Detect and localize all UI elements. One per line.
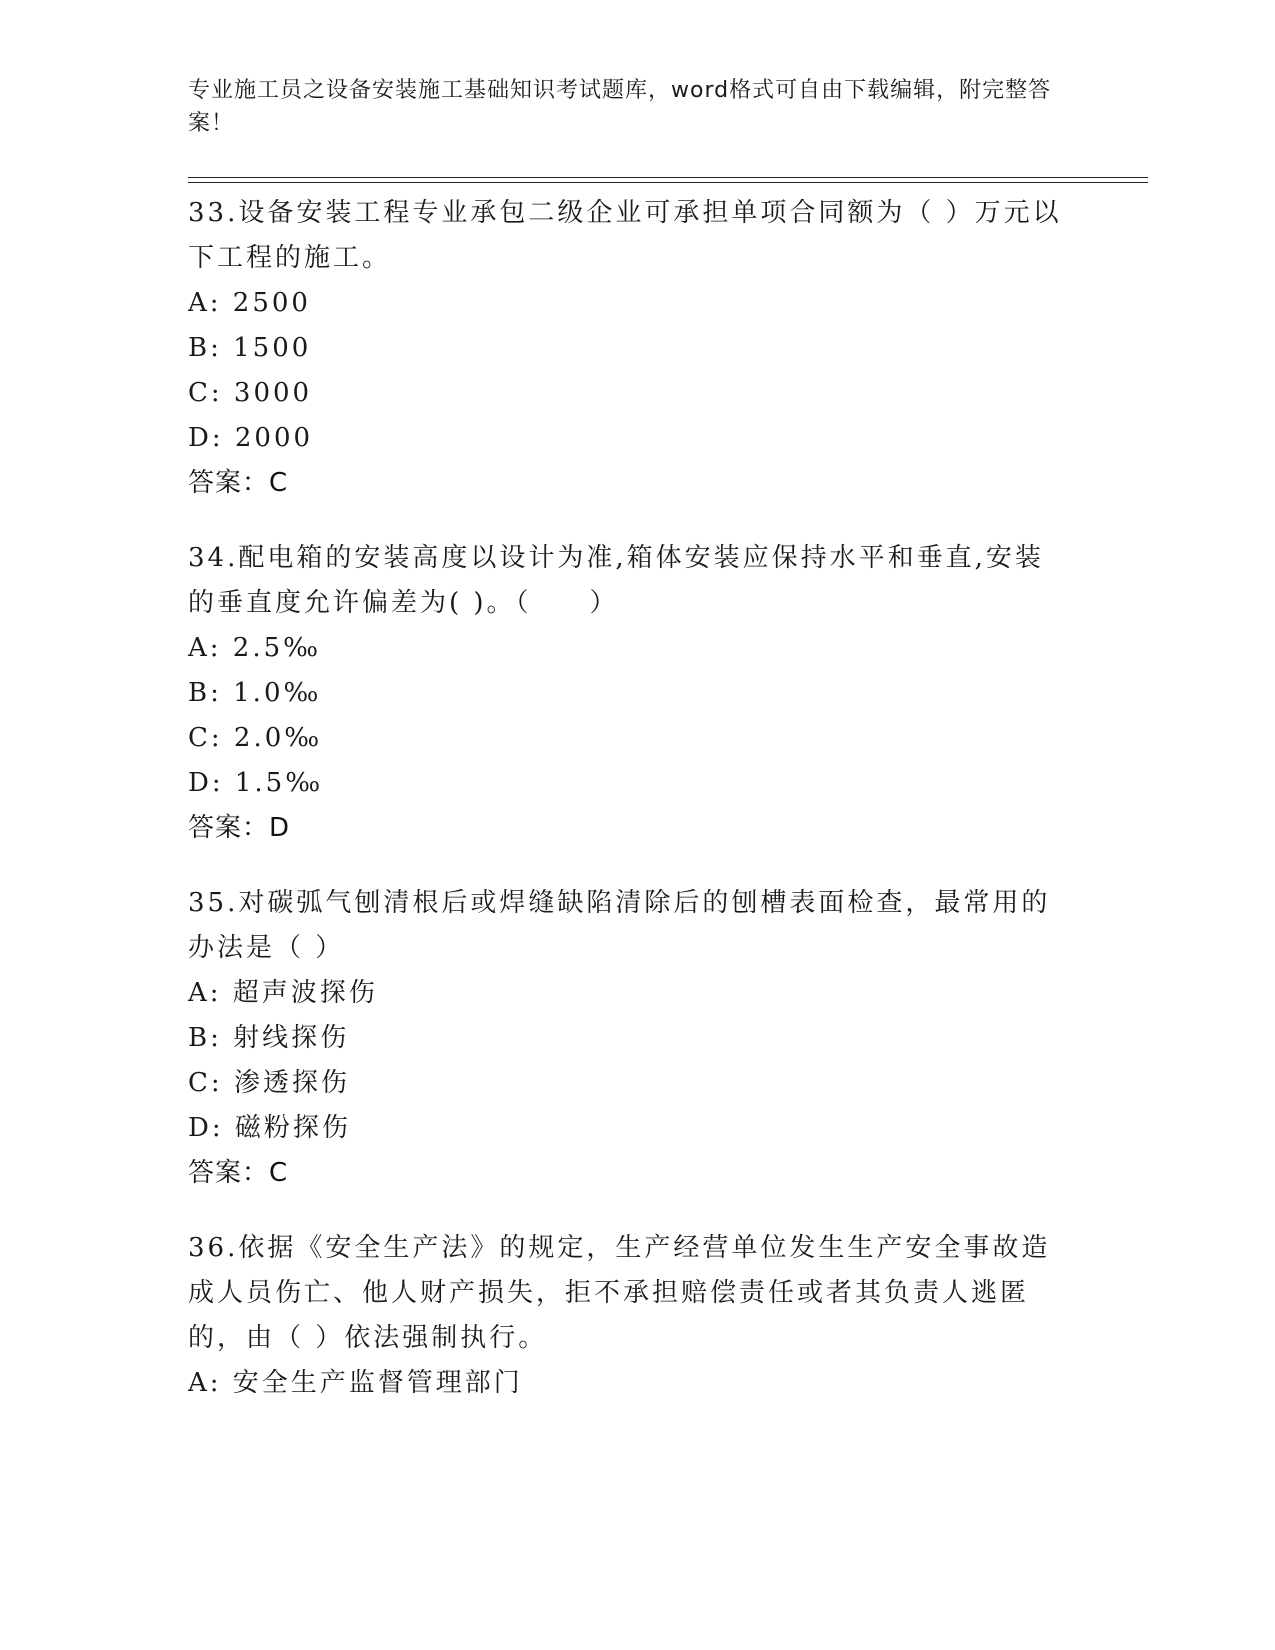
question-stem: 33.设备安装工程专业承包二级企业可承担单项合同额为（ ）万元以下工程的施工。 xyxy=(188,198,1062,273)
option-d: D: 2000 xyxy=(188,423,314,453)
option-a: A: 安全生产监督管理部门 xyxy=(188,1368,523,1398)
question-36 xyxy=(188,1226,1088,1406)
option-b: B: 1.0‰ xyxy=(188,678,322,708)
option-c: C: 渗透探伤 xyxy=(188,1068,350,1098)
answer-line: 答案：C xyxy=(188,1158,289,1188)
option-b: B: 1500 xyxy=(188,333,312,363)
option-d: D: 1.5‰ xyxy=(188,768,324,798)
option-d: D: 磁粉探伤 xyxy=(188,1113,351,1143)
option-a: A: 2.5‰ xyxy=(188,633,322,663)
answer-line: 答案：C xyxy=(188,468,289,498)
question-stem: 36.依据《安全生产法》的规定，生产经营单位发生生产安全事故造成人员伤亡、他人财产损失，拒不承担赔偿责任或者其负责人逃匿的，由（ ）依法强制执行。 xyxy=(188,1233,1051,1353)
question-stem: 34.配电箱的安装高度以设计为准,箱体安装应保持水平和垂直,安装的垂直度允许偏差为( )。（ ） xyxy=(188,543,1044,618)
option-c: C: 3000 xyxy=(188,378,313,408)
question-35 xyxy=(188,881,1088,1196)
question-33 xyxy=(188,191,1088,506)
question-list xyxy=(188,191,1088,1436)
option-a: A: 2500 xyxy=(188,288,311,318)
answer-line: 答案：D xyxy=(188,813,291,843)
header-rule-bottom xyxy=(188,182,1148,183)
header-rule-top xyxy=(188,177,1148,178)
document-page xyxy=(188,0,1148,1650)
page-header-title: 专业施工员之设备安装施工基础知识考试题库，word格式可自由下载编辑，附完整答案！ xyxy=(188,78,1052,136)
question-stem: 35.对碳弧气刨清根后或焊缝缺陷清除后的刨槽表面检查，最常用的办法是（ ） xyxy=(188,888,1051,963)
option-a: A: 超声波探伤 xyxy=(188,978,378,1008)
option-b: B: 射线探伤 xyxy=(188,1023,350,1053)
option-c: C: 2.0‰ xyxy=(188,723,323,753)
question-34 xyxy=(188,536,1088,851)
